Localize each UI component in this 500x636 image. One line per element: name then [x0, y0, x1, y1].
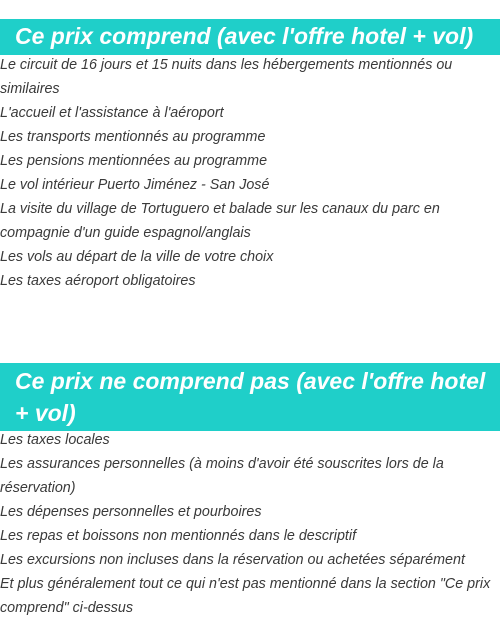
includes-section-title: Ce prix comprend (avec l'offre hotel + vol) [0, 19, 500, 55]
list-item: La visite du village de Tortuguero et balade sur les canaux du parc en compagnie d'un guide espagnol/anglais [0, 201, 440, 241]
list-item: Les dépenses personnelles et pourboires [0, 504, 262, 520]
list-item: Les excursions non incluses dans la réservation ou achetées séparément [0, 552, 465, 568]
list-item: Et plus généralement tout ce qui n'est pas mentionné dans la section "Ce prix comprend" ci-dessus [0, 576, 491, 616]
includes-list [0, 53, 500, 293]
list-item: Le circuit de 16 jours et 15 nuits dans les hébergements mentionnés ou similaires [0, 57, 453, 97]
list-item: Les assurances personnelles (à moins d'avoir été souscrites lors de la réservation) [0, 456, 444, 496]
list-item: Les transports mentionnés au programme [0, 129, 266, 145]
list-item: L'accueil et l'assistance à l'aéroport [0, 105, 224, 121]
excludes-section-title: Ce prix ne comprend pas (avec l'offre hotel + vol) [0, 363, 500, 431]
list-item: Le vol intérieur Puerto Jiménez - San José [0, 177, 270, 193]
list-item: Les pensions mentionnées au programme [0, 153, 268, 169]
list-item: Les repas et boissons non mentionnés dans le descriptif [0, 528, 357, 544]
list-item: Les taxes locales [0, 432, 110, 448]
list-item: Les taxes aéroport obligatoires [0, 273, 196, 289]
excludes-list [0, 428, 500, 620]
list-item: Les vols au départ de la ville de votre choix [0, 249, 274, 265]
